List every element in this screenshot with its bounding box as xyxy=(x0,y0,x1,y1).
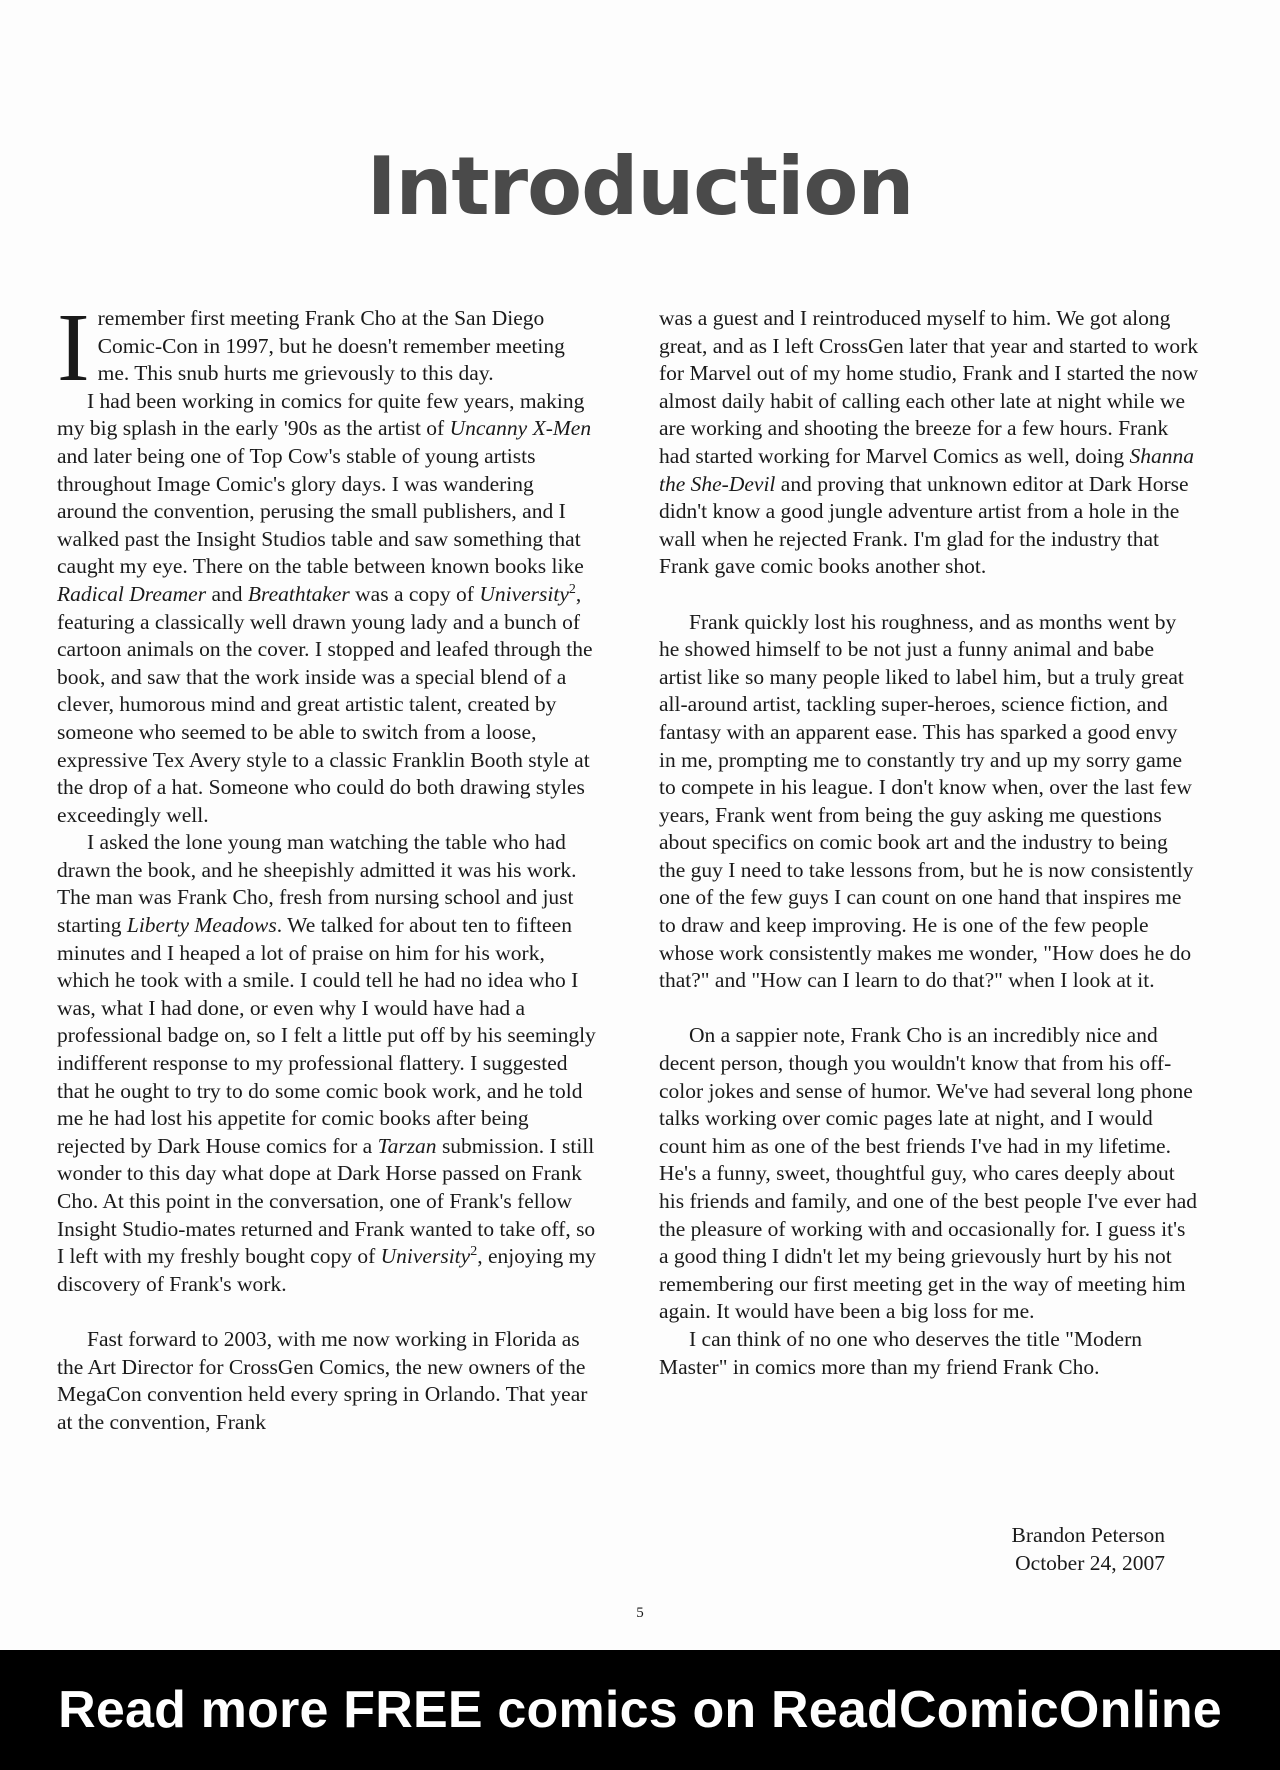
page-title: Introduction xyxy=(366,140,914,233)
left-column xyxy=(57,294,597,1436)
paragraph-text: was a copy of xyxy=(349,581,480,606)
book-title: Breathtaker xyxy=(247,581,350,606)
paragraph-text: I had been working in comics for quite few years, making my big splash in the early '90s as the artist of xyxy=(57,388,585,441)
paragraph-text: I asked the lone young man watching the table who had drawn the book, and he sheepishly admitted it was his work. The man was Frank Cho, fresh from nursing school and just starting xyxy=(57,830,577,938)
page-number: 5 xyxy=(636,1605,644,1621)
signature xyxy=(1012,1522,1165,1577)
drop-cap: I xyxy=(57,294,90,402)
right-column xyxy=(659,305,1199,1381)
book-title: University xyxy=(380,1244,471,1269)
book-title: Shanna the She-Devil xyxy=(659,443,1195,496)
paragraph xyxy=(659,305,1199,581)
paragraph-text: submission. I still wonder to this day what dope at Dark Horse passed on Frank Cho. At this point in the conversation, one of Frank's fellow Insight Studio-mates returned and Frank wanted to take off, so I left with my freshly bought copy of xyxy=(57,1133,596,1269)
book-title: University xyxy=(479,581,569,606)
paragraph: I can think of no one who deserves the title "Modern Master" in comics more than my friend Frank Cho. xyxy=(659,1326,1142,1379)
paragraph: On a sappier note, Frank Cho is an incredibly nice and decent person, though you wouldn't know that from his off-color jokes and sense of humor. We've had several long phone talks working over comic pages late at night, and I would count him as one of the best friends I've had in my lifetime. He's a funny, sweet, thoughtful guy, who cares deeply about his friends and family, and one of the best people I've ever had the pleasure of working with and occasionally for. I guess it's a good thing I didn't let my being grievously hurt by his not remembering our first meeting get in the way of meeting him again. It would have been a big loss for me. xyxy=(659,1023,1198,1324)
paragraph-text: and proving that unknown editor at Dark Horse didn't know a good jungle adventure artist from a hole in the wall when he rejected Frank. I'm glad for the industry that Frank gave comic books another shot. xyxy=(659,471,1189,579)
paragraph-text: was a guest and I reintroduced myself to him. We got along great, and as I left CrossGen later that year and started to work for Marvel out of my home studio, Frank and I started the now almost daily habit of calling each other late at night while we are working and shooting the breeze for a few hours. Frank had started working for Marvel Comics as well, doing xyxy=(659,306,1199,468)
signature-date: October 24, 2007 xyxy=(1015,1550,1165,1575)
paragraph-text: , featuring a classically well drawn young lady and a bunch of cartoon animals on the cover. I stopped and leafed through the book, and saw that the work inside was a special blend of a clever, humorous mind and great artistic talent, created by someone who seemed to be able to switch from a loose, expressive Tex Avery style to a classic Franklin Booth style at the drop of a hat. Someone who could do both drawing styles exceedingly well. xyxy=(57,581,593,827)
paragraph-text: remember first meeting Frank Cho at the San Diego Comic-Con in 1997, but he doesn't remember meeting me. This snub hurts me grievously to this day. xyxy=(97,306,565,386)
paragraph-text: and xyxy=(206,581,248,606)
book-title: Liberty Meadows xyxy=(126,913,277,938)
book-title: Uncanny X-Men xyxy=(449,416,592,441)
paragraph-text: . We talked for about ten to fifteen minutes and I heaped a lot of praise on him for his work, which he took with a smile. I could tell he had no idea who I was, what I had done, or even why I would have had a professional badge on, so I felt a little put off by his seemingly indifferent response to my professional flattery. I suggested that he ought to try to do some comic book work, and he told me he had lost his appetite for comic books after being rejected by Dark House comics for a xyxy=(57,913,596,1158)
promo-banner[interactable] xyxy=(0,1650,1280,1770)
paragraph xyxy=(57,388,597,830)
superscript: 2 xyxy=(568,581,576,597)
paragraph xyxy=(57,294,597,402)
paragraph-text: , enjoying my discovery of Frank's work. xyxy=(57,1244,597,1296)
paragraph-text: and later being one of Top Cow's stable of young artists throughout Image Comic's glory days. I was wandering around the convention, perusing the small publishers, and I walked past the Insight Studios table and saw something that caught my eye. There on the table between known books like xyxy=(57,443,584,579)
paragraph: Fast forward to 2003, with me now working in Florida as the Art Director for CrossGen Comics, the new owners of the MegaCon convention held every spring in Orlando. That year at the convention, Frank xyxy=(57,1326,588,1434)
superscript: 2 xyxy=(470,1244,478,1260)
book-title: Tarzan xyxy=(377,1133,437,1158)
book-title: Radical Dreamer xyxy=(57,581,207,606)
author-name: Brandon Peterson xyxy=(1011,1523,1165,1547)
paragraph xyxy=(57,829,597,1298)
paragraph: Frank quickly lost his roughness, and as months went by he showed himself to be not just a funny animal and babe artist like so many people liked to label him, but a truly great all-around artist, tackling super-heroes, science fiction, and fantasy with an apparent ease. This has sparked a good envy in me, prompting me to constantly try and up my sorry game to compete in his league. I don't know when, over the last few years, Frank went from being the guy asking me questions about specifics on comic book art and the industry to being the guy I need to take lessons from, but he is now consistently one of the few guys I can count on one hand that inspires me to draw and keep improving. He is one of the few people whose work consistently makes me wonder, "How does he do that?" and "How can I learn to do that?" when I look at it. xyxy=(659,609,1194,993)
promo-banner-text[interactable]: Read more FREE comics on ReadComicOnline xyxy=(58,1681,1222,1739)
